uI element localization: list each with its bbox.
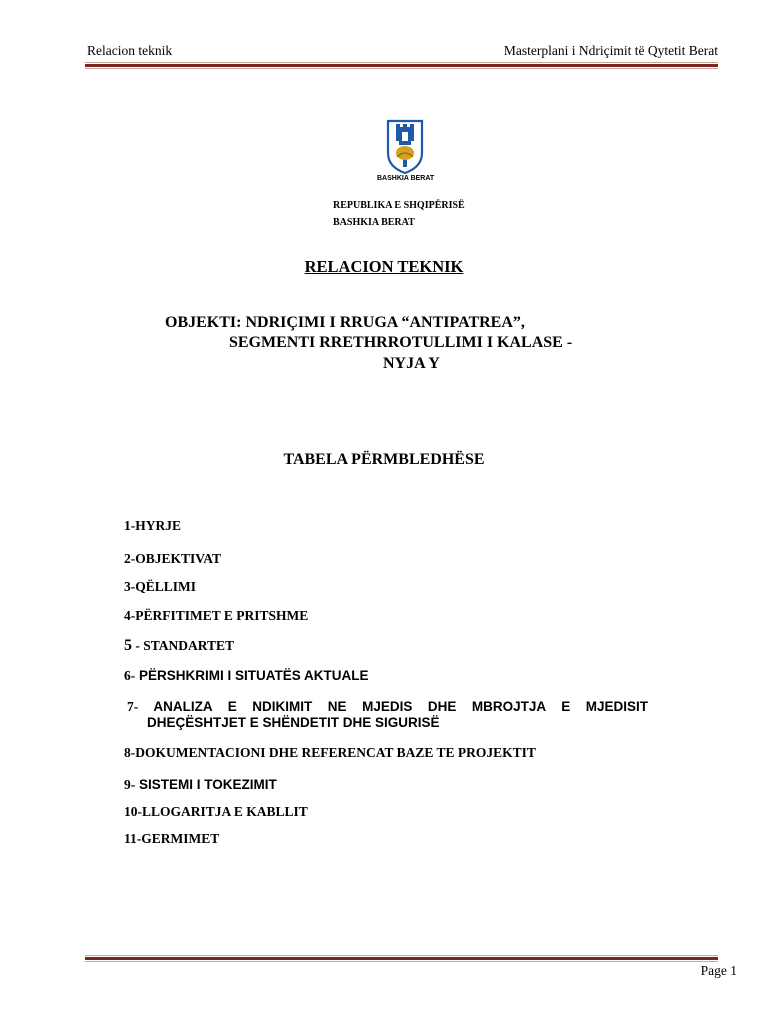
toc-item-7-line-2: DHEÇËSHTJET E SHËNDETIT DHE SIGURISË <box>147 715 440 730</box>
header-right-title: Masterplani i Ndriçimit të Qytetit Berat <box>503 43 718 58</box>
toc-item-6-text: PËRSHKRIMI I SITUATËS AKTUALE <box>135 668 369 683</box>
toc-item-9-number: 9- <box>124 777 136 792</box>
bashkia-berat-logo <box>377 119 435 185</box>
header-left-title: Relacion teknik <box>87 43 173 58</box>
toc-item-3: 3-QËLLIMI <box>124 579 197 594</box>
toc-item-7 <box>127 699 648 730</box>
toc-item-1: 1-HYRJE <box>124 518 181 533</box>
toc-item-7-number: 7- <box>127 699 139 714</box>
toc-item-2: 2-OBJEKTIVAT <box>124 551 222 566</box>
institution-line-2: BASHKIA BERAT <box>333 217 415 228</box>
page-number: Page 1 <box>700 963 737 978</box>
logo-label: BASHKIA BERAT <box>377 175 435 182</box>
toc-item-9 <box>124 777 277 793</box>
object-line-1-text: NDRIÇIMI I RRUGA “ANTIPATREA”, <box>245 314 525 331</box>
object-line-2: SEGMENTI RRETHRROTULLIMI I KALASE - <box>229 334 573 351</box>
summary-title: TABELA PËRMBLEDHËSE <box>283 451 485 468</box>
toc-item-7-text: ANALIZA E NDIKIMIT NE MJEDIS DHE MBROJTJA E MJEDISIT <box>153 699 649 714</box>
document-title: RELACION TEKNIK <box>304 257 464 276</box>
toc-item-7-line-1 <box>127 699 648 715</box>
toc-item-8: 8-DOKUMENTACIONI DHE REFERENCAT BAZE TE PROJEKTIT <box>124 745 536 760</box>
header-rule <box>85 62 718 69</box>
toc-item-6-number: 6- <box>124 668 136 683</box>
object-line-1 <box>165 314 525 332</box>
institution-line-1: REPUBLIKA E SHQIPËRISË <box>333 200 465 211</box>
toc-item-6 <box>124 668 369 684</box>
toc-item-5 <box>124 637 234 655</box>
toc-item-9-text: SISTEMI I TOKEZIMIT <box>135 777 277 792</box>
toc-item-5-text: - STANDARTET <box>132 638 235 653</box>
toc-item-10: 10-LLOGARITJA E KABLLIT <box>124 804 308 819</box>
object-label: OBJEKTI: <box>165 314 242 331</box>
toc-item-5-number: 5 <box>124 637 132 654</box>
object-line-3: NYJA Y <box>383 355 440 372</box>
footer-rule <box>85 955 718 962</box>
toc-item-4: 4-PËRFITIMET E PRITSHME <box>124 608 309 623</box>
toc-item-11: 11-GERMIMET <box>124 831 220 846</box>
